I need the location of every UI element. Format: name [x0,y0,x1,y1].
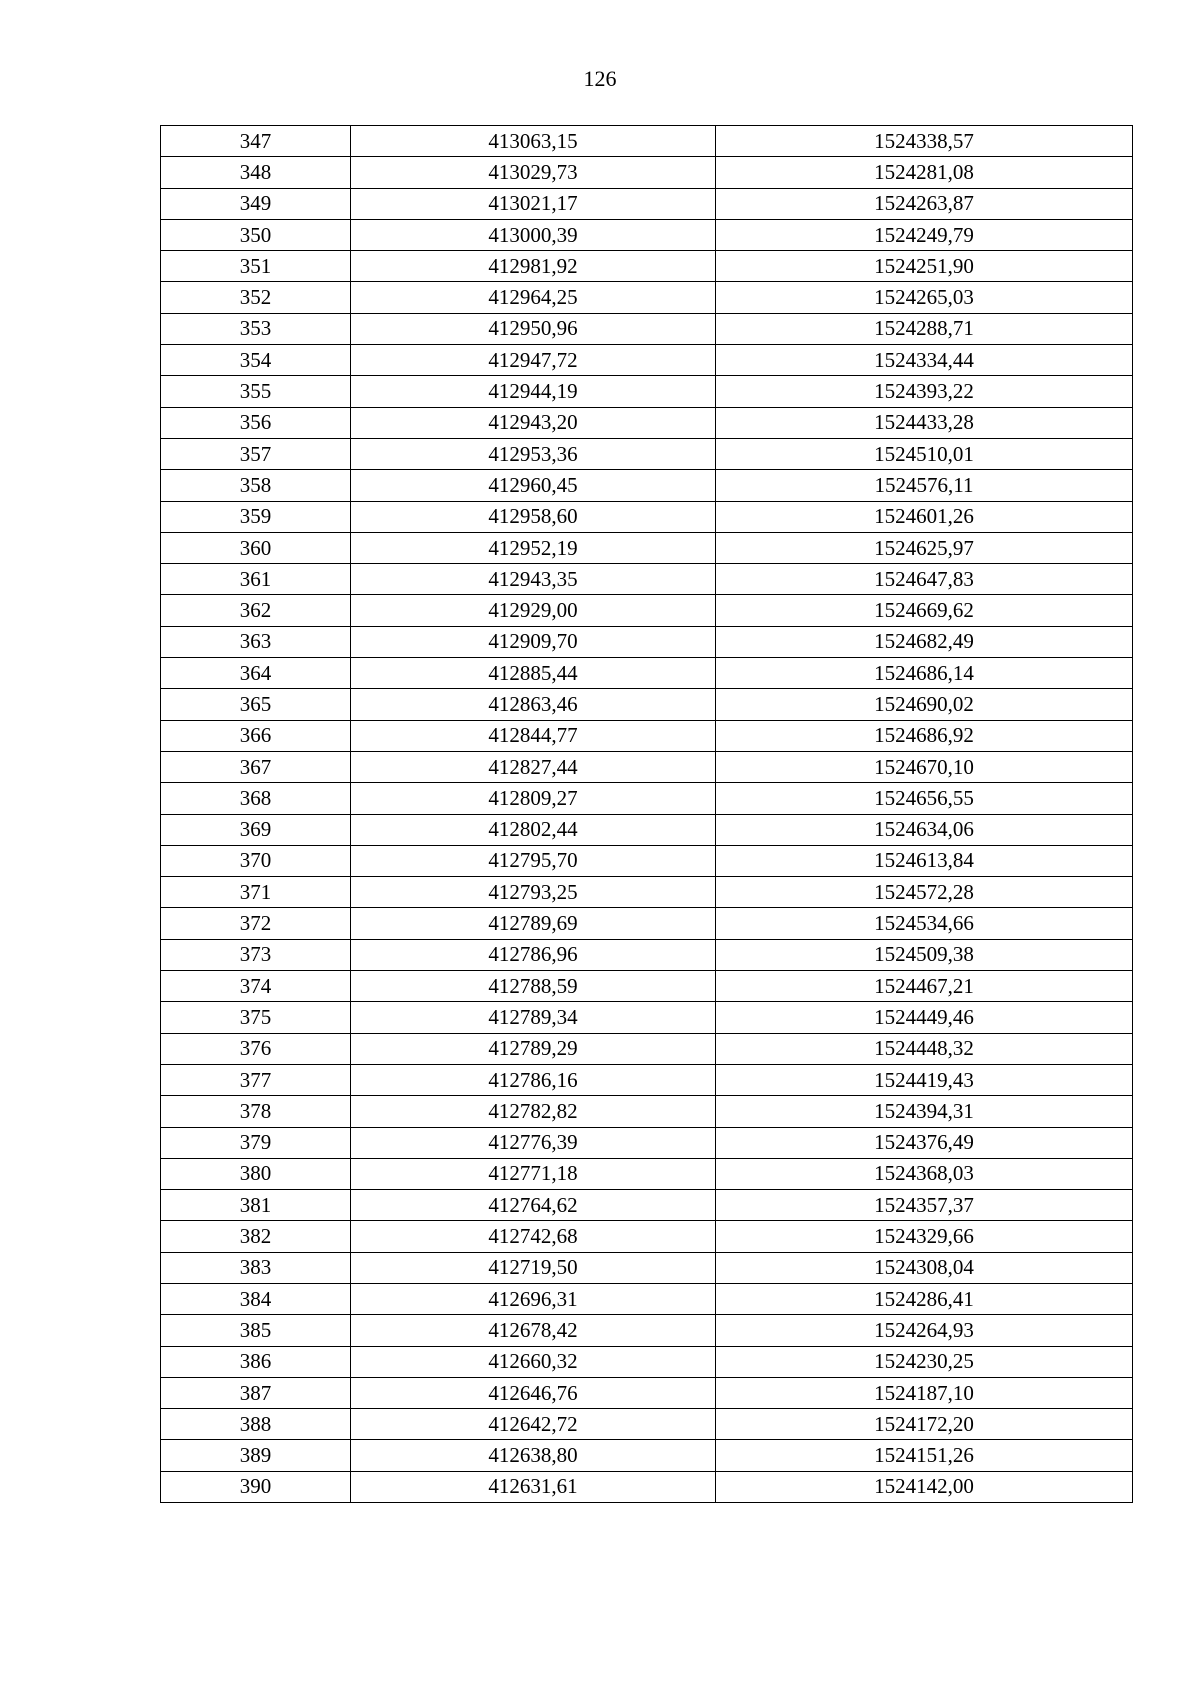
y-coordinate-cell: 1524265,03 [716,282,1133,313]
point-number-cell: 359 [161,501,351,532]
table-row [161,971,1133,1002]
x-coordinate-cell: 412696,31 [351,1283,716,1314]
x-coordinate-cell: 412788,59 [351,971,716,1002]
x-coordinate-cell: 412943,20 [351,407,716,438]
point-number-cell: 363 [161,626,351,657]
x-coordinate-cell: 412809,27 [351,783,716,814]
point-number-cell: 350 [161,219,351,250]
table-row [161,1033,1133,1064]
y-coordinate-cell: 1524264,93 [716,1315,1133,1346]
table-row [161,532,1133,563]
y-coordinate-cell: 1524467,21 [716,971,1133,1002]
y-coordinate-cell: 1524509,38 [716,939,1133,970]
x-coordinate-cell: 412952,19 [351,532,716,563]
table-row [161,438,1133,469]
y-coordinate-cell: 1524142,00 [716,1471,1133,1502]
x-coordinate-cell: 412863,46 [351,689,716,720]
y-coordinate-cell: 1524334,44 [716,345,1133,376]
table-row [161,1283,1133,1314]
y-coordinate-cell: 1524251,90 [716,251,1133,282]
table-row [161,345,1133,376]
point-number-cell: 348 [161,157,351,188]
point-number-cell: 376 [161,1033,351,1064]
point-number-cell: 375 [161,1002,351,1033]
y-coordinate-cell: 1524634,06 [716,814,1133,845]
y-coordinate-cell: 1524281,08 [716,157,1133,188]
y-coordinate-cell: 1524308,04 [716,1252,1133,1283]
x-coordinate-cell: 412981,92 [351,251,716,282]
table-row [161,877,1133,908]
point-number-cell: 347 [161,126,351,157]
x-coordinate-cell: 412789,69 [351,908,716,939]
y-coordinate-cell: 1524576,11 [716,470,1133,501]
x-coordinate-cell: 412793,25 [351,877,716,908]
table-row [161,470,1133,501]
y-coordinate-cell: 1524534,66 [716,908,1133,939]
x-coordinate-cell: 413063,15 [351,126,716,157]
x-coordinate-cell: 412789,29 [351,1033,716,1064]
y-coordinate-cell: 1524249,79 [716,219,1133,250]
x-coordinate-cell: 412742,68 [351,1221,716,1252]
table-row [161,845,1133,876]
x-coordinate-cell: 412909,70 [351,626,716,657]
table-row [161,157,1133,188]
point-number-cell: 364 [161,658,351,689]
point-number-cell: 352 [161,282,351,313]
table-row [161,1409,1133,1440]
table-row [161,1096,1133,1127]
table-row [161,251,1133,282]
point-number-cell: 367 [161,751,351,782]
point-number-cell: 385 [161,1315,351,1346]
x-coordinate-cell: 412642,72 [351,1409,716,1440]
x-coordinate-cell: 412631,61 [351,1471,716,1502]
y-coordinate-cell: 1524690,02 [716,689,1133,720]
y-coordinate-cell: 1524647,83 [716,564,1133,595]
y-coordinate-cell: 1524288,71 [716,313,1133,344]
table-row [161,626,1133,657]
table-row [161,908,1133,939]
y-coordinate-cell: 1524368,03 [716,1158,1133,1189]
x-coordinate-cell: 413000,39 [351,219,716,250]
x-coordinate-cell: 412885,44 [351,658,716,689]
point-number-cell: 351 [161,251,351,282]
table-row [161,1064,1133,1095]
y-coordinate-cell: 1524419,43 [716,1064,1133,1095]
y-coordinate-cell: 1524376,49 [716,1127,1133,1158]
x-coordinate-cell: 412947,72 [351,345,716,376]
x-coordinate-cell: 413021,17 [351,188,716,219]
table-row [161,219,1133,250]
table-row [161,376,1133,407]
point-number-cell: 368 [161,783,351,814]
x-coordinate-cell: 412764,62 [351,1190,716,1221]
table-row [161,407,1133,438]
point-number-cell: 369 [161,814,351,845]
table-row [161,689,1133,720]
point-number-cell: 380 [161,1158,351,1189]
x-coordinate-cell: 412678,42 [351,1315,716,1346]
x-coordinate-cell: 412782,82 [351,1096,716,1127]
point-number-cell: 353 [161,313,351,344]
point-number-cell: 372 [161,908,351,939]
point-number-cell: 373 [161,939,351,970]
x-coordinate-cell: 412964,25 [351,282,716,313]
x-coordinate-cell: 412771,18 [351,1158,716,1189]
table-row [161,751,1133,782]
y-coordinate-cell: 1524510,01 [716,438,1133,469]
point-number-cell: 386 [161,1346,351,1377]
point-number-cell: 384 [161,1283,351,1314]
y-coordinate-cell: 1524338,57 [716,126,1133,157]
table-row [161,595,1133,626]
y-coordinate-cell: 1524670,10 [716,751,1133,782]
table-row [161,720,1133,751]
x-coordinate-cell: 412929,00 [351,595,716,626]
table-row [161,282,1133,313]
y-coordinate-cell: 1524656,55 [716,783,1133,814]
y-coordinate-cell: 1524669,62 [716,595,1133,626]
point-number-cell: 355 [161,376,351,407]
y-coordinate-cell: 1524449,46 [716,1002,1133,1033]
table-row [161,1158,1133,1189]
table-row [161,126,1133,157]
table-row [161,564,1133,595]
table-row [161,1440,1133,1471]
point-number-cell: 374 [161,971,351,1002]
table-row [161,188,1133,219]
point-number-cell: 358 [161,470,351,501]
y-coordinate-cell: 1524601,26 [716,501,1133,532]
point-number-cell: 383 [161,1252,351,1283]
point-number-cell: 371 [161,877,351,908]
point-number-cell: 388 [161,1409,351,1440]
point-number-cell: 378 [161,1096,351,1127]
point-number-cell: 361 [161,564,351,595]
coordinates-table [160,125,1133,1503]
y-coordinate-cell: 1524230,25 [716,1346,1133,1377]
x-coordinate-cell: 412960,45 [351,470,716,501]
y-coordinate-cell: 1524151,26 [716,1440,1133,1471]
point-number-cell: 362 [161,595,351,626]
table-row [161,1471,1133,1502]
table-row [161,783,1133,814]
x-coordinate-cell: 412660,32 [351,1346,716,1377]
table-row [161,313,1133,344]
y-coordinate-cell: 1524433,28 [716,407,1133,438]
y-coordinate-cell: 1524263,87 [716,188,1133,219]
y-coordinate-cell: 1524286,41 [716,1283,1133,1314]
table-row [161,501,1133,532]
x-coordinate-cell: 412944,19 [351,376,716,407]
page-number: 126 [583,66,617,91]
x-coordinate-cell: 412786,16 [351,1064,716,1095]
x-coordinate-cell: 413029,73 [351,157,716,188]
point-number-cell: 349 [161,188,351,219]
y-coordinate-cell: 1524329,66 [716,1221,1133,1252]
table-row [161,1377,1133,1408]
point-number-cell: 377 [161,1064,351,1095]
y-coordinate-cell: 1524357,37 [716,1190,1133,1221]
point-number-cell: 356 [161,407,351,438]
y-coordinate-cell: 1524393,22 [716,376,1133,407]
point-number-cell: 390 [161,1471,351,1502]
point-number-cell: 379 [161,1127,351,1158]
point-number-cell: 389 [161,1440,351,1471]
point-number-cell: 360 [161,532,351,563]
x-coordinate-cell: 412776,39 [351,1127,716,1158]
point-number-cell: 370 [161,845,351,876]
y-coordinate-cell: 1524686,92 [716,720,1133,751]
x-coordinate-cell: 412795,70 [351,845,716,876]
table-row [161,814,1133,845]
point-number-cell: 354 [161,345,351,376]
y-coordinate-cell: 1524187,10 [716,1377,1133,1408]
x-coordinate-cell: 412953,36 [351,438,716,469]
y-coordinate-cell: 1524625,97 [716,532,1133,563]
point-number-cell: 357 [161,438,351,469]
point-number-cell: 387 [161,1377,351,1408]
x-coordinate-cell: 412844,77 [351,720,716,751]
point-number-cell: 365 [161,689,351,720]
x-coordinate-cell: 412719,50 [351,1252,716,1283]
table-row [161,1127,1133,1158]
table-row [161,1190,1133,1221]
x-coordinate-cell: 412950,96 [351,313,716,344]
y-coordinate-cell: 1524572,28 [716,877,1133,908]
table-row [161,1252,1133,1283]
point-number-cell: 366 [161,720,351,751]
table-row [161,1346,1133,1377]
table-row [161,1315,1133,1346]
x-coordinate-cell: 412786,96 [351,939,716,970]
x-coordinate-cell: 412638,80 [351,1440,716,1471]
table-row [161,939,1133,970]
x-coordinate-cell: 412943,35 [351,564,716,595]
x-coordinate-cell: 412646,76 [351,1377,716,1408]
x-coordinate-cell: 412802,44 [351,814,716,845]
x-coordinate-cell: 412958,60 [351,501,716,532]
coordinates-table-body [161,126,1133,1503]
table-row [161,1221,1133,1252]
table-row [161,1002,1133,1033]
table-row [161,658,1133,689]
point-number-cell: 382 [161,1221,351,1252]
x-coordinate-cell: 412827,44 [351,751,716,782]
x-coordinate-cell: 412789,34 [351,1002,716,1033]
y-coordinate-cell: 1524613,84 [716,845,1133,876]
y-coordinate-cell: 1524686,14 [716,658,1133,689]
y-coordinate-cell: 1524448,32 [716,1033,1133,1064]
y-coordinate-cell: 1524682,49 [716,626,1133,657]
y-coordinate-cell: 1524394,31 [716,1096,1133,1127]
y-coordinate-cell: 1524172,20 [716,1409,1133,1440]
point-number-cell: 381 [161,1190,351,1221]
